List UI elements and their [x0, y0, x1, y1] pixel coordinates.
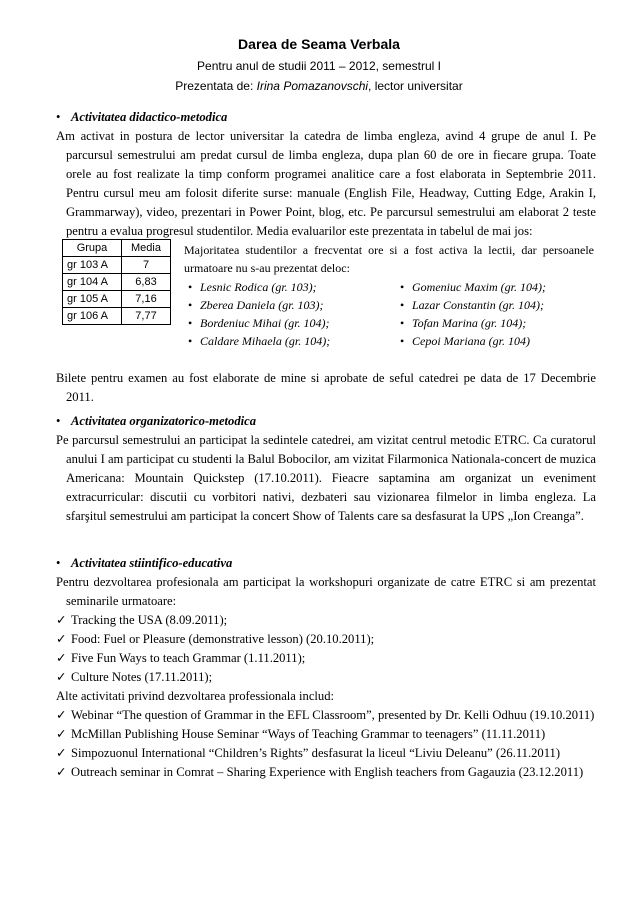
table-cell-average: 7 [122, 257, 171, 274]
table-cell-average: 6,83 [122, 274, 171, 291]
other-activities-intro: Alte activitati privind dezvoltarea professionala includ: [56, 689, 335, 703]
document-title: Darea de Seama Verbala [238, 36, 400, 52]
bullet-icon: • [188, 298, 193, 312]
section-paragraph-didactic: Am activat in postura de lector universitar la catedra de limba engleza, avind 4 grupe de anul I. Pe parcursul semestrului am predat cursul de limba engleza, dupa plan 60 de ore in fiecare grupa. Toate orele au fost realizate la timp conform programei analitice care a fost elaborata in Septembrie 2011. Pentru cursul meu am folosit diferite surse: manuale (English File, Headway, Cutting Edge, Arakin I, Grammarway), video, prezentari in Power Point, blog, etc. Pe parcursul semestrului am elaborat 2 teste pentru a evalua progresul studentilor. Media evaluarilor este prezentata in tabelul de mai jos: [56, 129, 596, 238]
bullet-icon: • [400, 316, 405, 330]
table-cell-average: 7,16 [122, 291, 171, 308]
workshop-item: Culture Notes (17.11.2011); [71, 670, 213, 684]
checkmark-icon: ✓ [56, 708, 67, 722]
workshop-item: Five Fun Ways to teach Grammar (1.11.2011); [71, 651, 306, 665]
bullet-icon: • [188, 316, 193, 330]
table-header-row [63, 240, 171, 257]
grades-table [62, 239, 171, 325]
list-item [56, 706, 596, 725]
absent-student: Tofan Marina (gr. 104); [412, 316, 527, 330]
absent-student: Lesnic Rodica (gr. 103); [200, 280, 317, 294]
list-item [56, 611, 596, 630]
exam-paragraph: Bilete pentru examen au fost elaborate de mine si aprobate de seful catedrei pe data de 17 Decembrie 2011. [56, 371, 596, 404]
document-subtitle-period: Pentru anul de studii 2011 – 2012, semestrul I [197, 59, 441, 73]
checkmark-icon: ✓ [56, 613, 67, 627]
list-item [56, 744, 596, 763]
workshop-item: Tracking the USA (8.09.2011); [71, 613, 228, 627]
absent-student: Cepoi Mariana (gr. 104) [412, 334, 530, 348]
checkmark-icon: ✓ [56, 727, 67, 741]
activity-item: Outreach seminar in Comrat – Sharing Experience with English teachers from Gagauzia (23.12.2011) [71, 765, 584, 779]
author-suffix: , lector universitar [368, 79, 463, 93]
section-didactic [56, 108, 596, 241]
bullet-icon: • [400, 334, 405, 348]
attendance-text: Majoritatea studentilor a frecventat ore si a fost activa la lectii, dar persoanele urmatoare nu s-au prezentat deloc: [184, 243, 594, 275]
activity-item: McMillan Publishing House Seminar “Ways of Teaching Grammar to teenagers” (11.11.2011) [71, 727, 546, 741]
table-cell-group: gr 106 A [63, 308, 122, 325]
checkmark-icon: ✓ [56, 765, 67, 779]
activity-item: Simpozuonul International “Children’s Rights” desfasurat la liceul “Liviu Deleanu” (26.11.2011) [71, 746, 561, 760]
table-cell-group: gr 103 A [63, 257, 122, 274]
section-organizational [56, 412, 596, 526]
checkmark-icon: ✓ [56, 632, 67, 646]
bullet-icon: • [188, 280, 193, 294]
author-prefix: Prezentata de: [175, 79, 257, 93]
table-header-cell: Grupa [63, 240, 122, 257]
list-item [184, 332, 594, 350]
list-item [56, 649, 596, 668]
checkmark-icon: ✓ [56, 651, 67, 665]
list-item [56, 668, 596, 687]
absent-student: Bordeniuc Mihai (gr. 104); [200, 316, 330, 330]
table-cell-group: gr 104 A [63, 274, 122, 291]
section-heading-text: Activitatea stiintifico-educativa [71, 556, 233, 570]
table-cell-group: gr 105 A [63, 291, 122, 308]
absent-student: Lazar Constantin (gr. 104); [412, 298, 545, 312]
list-item [56, 725, 596, 744]
activity-item: Webinar “The question of Grammar in the EFL Classroom”, presented by Dr. Kelli Odhuu (19.10.2011) [71, 708, 595, 722]
section-intro-scientific: Pentru dezvoltarea profesionala am participat la workshopuri organizate de catre ETRC si am prezentat seminarile urmatoare: [56, 575, 596, 608]
absent-students-list [184, 278, 594, 350]
table-row [63, 308, 171, 325]
list-item [184, 278, 594, 296]
bullet-icon: • [56, 414, 61, 428]
bullet-icon: • [56, 110, 61, 124]
bullet-icon: • [56, 556, 61, 570]
section-paragraph-organizational: Pe parcursul semestrului an participat la sedintele catedrei, am vizitat centrul metodic ETRC. Ca curatorul anului I am participat cu studenti la Balul Bobocilor, am vizitat Filarmonica Nationala-concert de muzica Americana: Mountain Quickstep (17.10.2011). Fieacre saptamina am organizat un eveniment extracurricular: discutii cu vorbitori nativi, dezbateri sau vizionarea filmelor in limba engleza. La sfarşitul semestrului am participat la concert Show of Talents care sa desfasurat la UPS „Ion Creanga”. [56, 433, 597, 523]
workshop-item: Food: Fuel or Pleasure (demonstrative lesson) (20.10.2011); [71, 632, 375, 646]
bullet-icon: • [400, 298, 405, 312]
document-subtitle-author [0, 77, 638, 96]
list-item [184, 314, 594, 332]
section-heading-text: Activitatea didactico-metodica [71, 110, 228, 124]
section-heading-text: Activitatea organizatorico-metodica [71, 414, 257, 428]
table-header-cell: Media [122, 240, 171, 257]
table-row [63, 257, 171, 274]
bullet-icon: • [400, 280, 405, 294]
absent-student: Caldare Mihaela (gr. 104); [200, 334, 331, 348]
section-heading-scientific [56, 554, 596, 573]
bullet-icon: • [188, 334, 193, 348]
checkmark-icon: ✓ [56, 670, 67, 684]
table-cell-average: 7,77 [122, 308, 171, 325]
absent-student: Gomeniuc Maxim (gr. 104); [412, 280, 546, 294]
absent-student: Zberea Daniela (gr. 103); [200, 298, 324, 312]
list-item [56, 763, 596, 782]
section-heading-organizational [56, 412, 596, 431]
list-item [184, 296, 594, 314]
table-row [63, 274, 171, 291]
checkmark-icon: ✓ [56, 746, 67, 760]
section-scientific [56, 554, 596, 782]
exam-note [56, 369, 596, 407]
author-name: Irina Pomazanovschi [256, 79, 369, 93]
section-heading-didactic [56, 108, 596, 127]
list-item [56, 630, 596, 649]
table-row [63, 291, 171, 308]
